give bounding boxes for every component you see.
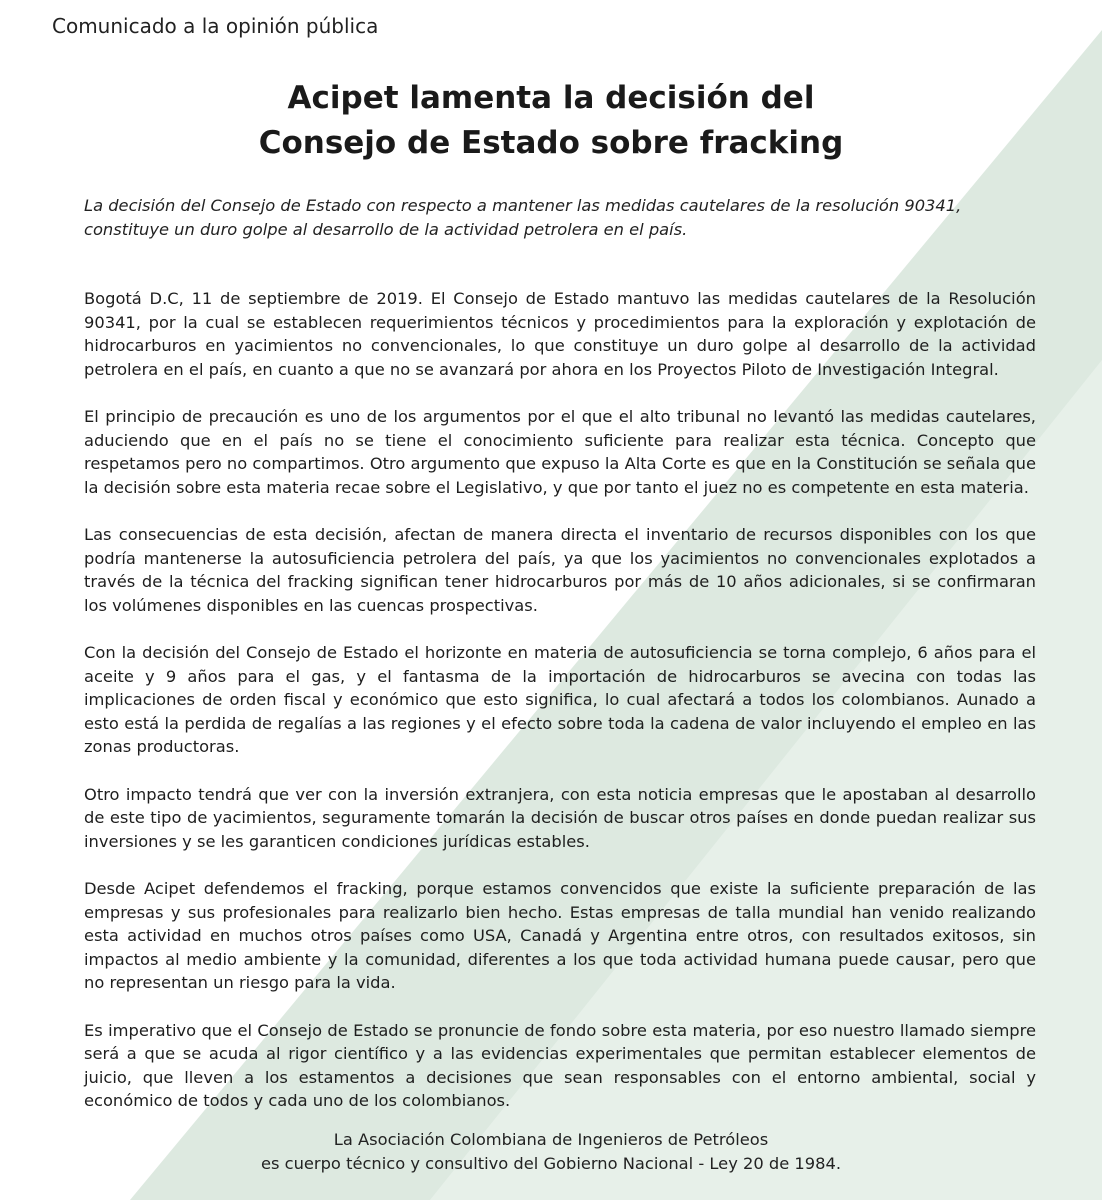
title-line-2: Consejo de Estado sobre fracking — [258, 125, 844, 161]
signature-footer — [0, 1128, 1102, 1176]
body-paragraph: Con la decisión del Consejo de Estado el horizonte en materia de autosuficiencia se torna complejo, 6 años para el aceite y 9 años para el gas, y el fantasma de la importación de hidrocarburos se avecina con todas las implicaciones de orden fiscal y económico que esto significa, lo cual afectará a todos los colombianos. Aunado a esto está la perdida de regalías a las regiones y el efecto sobre toda la cadena de valor incluyendo el empleo en las zonas productoras. — [84, 643, 1036, 756]
footer-line-2: es cuerpo técnico y consultivo del Gobierno Nacional - Ley 20 de 1984. — [260, 1154, 842, 1173]
body-paragraph: Bogotá D.C, 11 de septiembre de 2019. El Consejo de Estado mantuvo las medidas cautelares de la Resolución 90341, por la cual se establecen requerimientos técnicos y procedimientos para la exploración y explotación de hidrocarburos en yacimientos no convencionales, lo que constituye un duro golpe al desarrollo de la actividad petrolera en el país, en cuanto a que no se avanzará por ahora en los Proyectos Piloto de Investigación Integral. — [84, 289, 1036, 379]
body-paragraph: Las consecuencias de esta decisión, afectan de manera directa el inventario de recursos disponibles con los que podría mantenerse la autosuficiencia petrolera del país, ya que los yacimientos no convencionales explotados a través de la técnica del fracking significan tener hidrocarburos por más de 10 años adicionales, si se confirmaran los volúmenes disponibles en las cuencas prospectivas. — [84, 525, 1036, 615]
footer-line-1: La Asociación Colombiana de Ingenieros de Petróleos — [333, 1130, 769, 1149]
title-line-1: Acipet lamenta la decisión del — [287, 80, 815, 116]
body-paragraph: Otro impacto tendrá que ver con la inversión extranjera, con esta noticia empresas que le apostaban al desarrollo de este tipo de yacimientos, seguramente tomarán la decisión de buscar otros países en donde puedan realizar sus inversiones y se les garanticen condiciones jurídicas estables. — [84, 784, 1036, 851]
article-body — [84, 287, 1036, 1137]
lead-paragraph: La decisión del Consejo de Estado con respecto a mantener las medidas cautelares de la resolución 90341, constituye un duro golpe al desarrollo de la actividad petrolera en el país. — [84, 196, 962, 239]
communique-label: Comunicado a la opinión pública — [52, 14, 379, 38]
body-paragraph: El principio de precaución es uno de los argumentos por el que el alto tribunal no levantó las medidas cautelares, aduciendo que en el país no se tiene el conocimiento suficiente para realizar esta técnica. Concepto que respetamos pero no compartimos. Otro argumento que expuso la Alta Corte es que en la Constitución se señala que la decisión sobre esta materia recae sobre el Legislativo, y que por tanto el juez no es competente en esta materia. — [84, 407, 1036, 497]
page-title — [0, 76, 1102, 166]
body-paragraph: Desde Acipet defendemos el fracking, porque estamos convencidos que existe la suficiente preparación de las empresas y sus profesionales para realizarlo bien hecho. Estas empresas de talla mundial han venido realizando esta actividad en muchos otros países como USA, Canadá y Argentina entre otros, con resultados exitosos, sin impactos al medio ambiente y la comunidad, diferentes a los que toda actividad humana puede causar, pero que no representan un riesgo para la vida. — [84, 879, 1036, 992]
body-paragraph: Es imperativo que el Consejo de Estado se pronuncie de fondo sobre esta materia, por eso nuestro llamado siempre será a que se acuda al rigor científico y a las evidencias experimentales que permitan establecer elementos de juicio, que lleven a los estamentos a decisiones que sean responsables con el entorno ambiental, social y económico de todos y cada uno de los colombianos. — [84, 1020, 1036, 1110]
